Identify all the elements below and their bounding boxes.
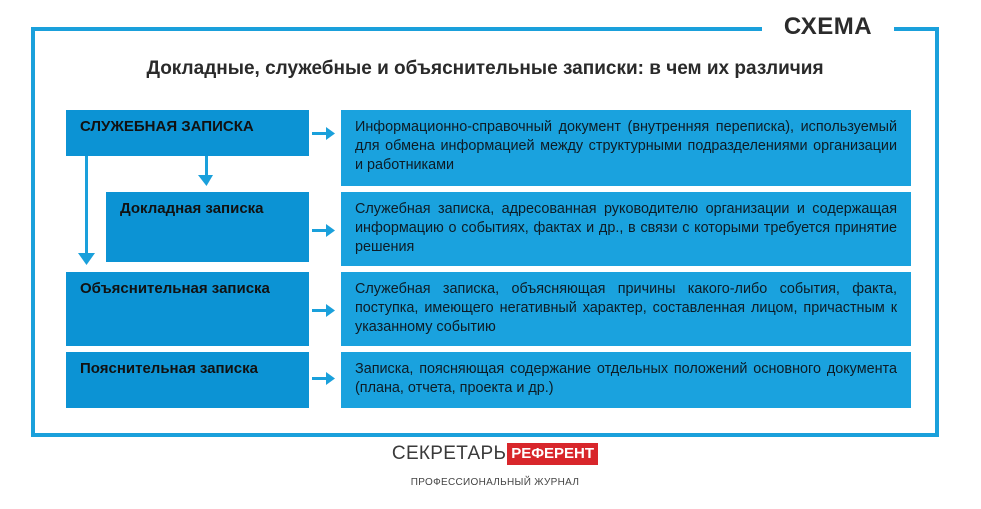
publisher-logo <box>392 443 598 465</box>
arrow-right-icon <box>312 127 335 140</box>
arrow-right-icon <box>312 372 335 385</box>
term-label: Объяснительная записка <box>80 280 270 297</box>
arrow-down-icon <box>198 156 213 186</box>
term-label: СЛУЖЕБНАЯ ЗАПИСКА <box>80 118 254 135</box>
arrow-right-icon <box>312 304 335 317</box>
schema-badge: СХЕМА <box>762 12 894 42</box>
publisher-footer <box>390 437 600 488</box>
logo-text-left: СЕКРЕТАРЬ <box>391 443 507 464</box>
desc-text: Информационно-справочный документ (внутренняя переписка), используемый для обмена информацией между структурными подразделениями организации и работниками <box>355 119 897 173</box>
desc-text: Записка, поясняющая содержание отдельных положений основного документа (плана, отчета, проекта и др.) <box>355 361 897 396</box>
desc-text: Служебная записка, объясняющая причины какого-либо события, факта, поступка, имеющего негативный характер, составленная лицом, причастным к указанному событию <box>355 281 897 335</box>
arrow-right-icon <box>312 224 335 237</box>
desc-text: Служебная записка, адресованная руководителю организации и содержащая информацию о событиях, фактах и др., в связи с которыми требуется принятие решения <box>355 201 897 255</box>
term-label: Пояснительная записка <box>80 360 258 377</box>
logo-subtitle: ПРОФЕССИОНАЛЬНЫЙ ЖУРНАЛ <box>410 477 580 488</box>
term-label: Докладная записка <box>120 200 264 217</box>
logo-text-right: РЕФЕРЕНТ <box>507 443 598 465</box>
diagram-title: Докладные, служебные и объяснительные записки: в чем их различия <box>146 58 824 79</box>
arrow-down-icon <box>78 156 95 265</box>
